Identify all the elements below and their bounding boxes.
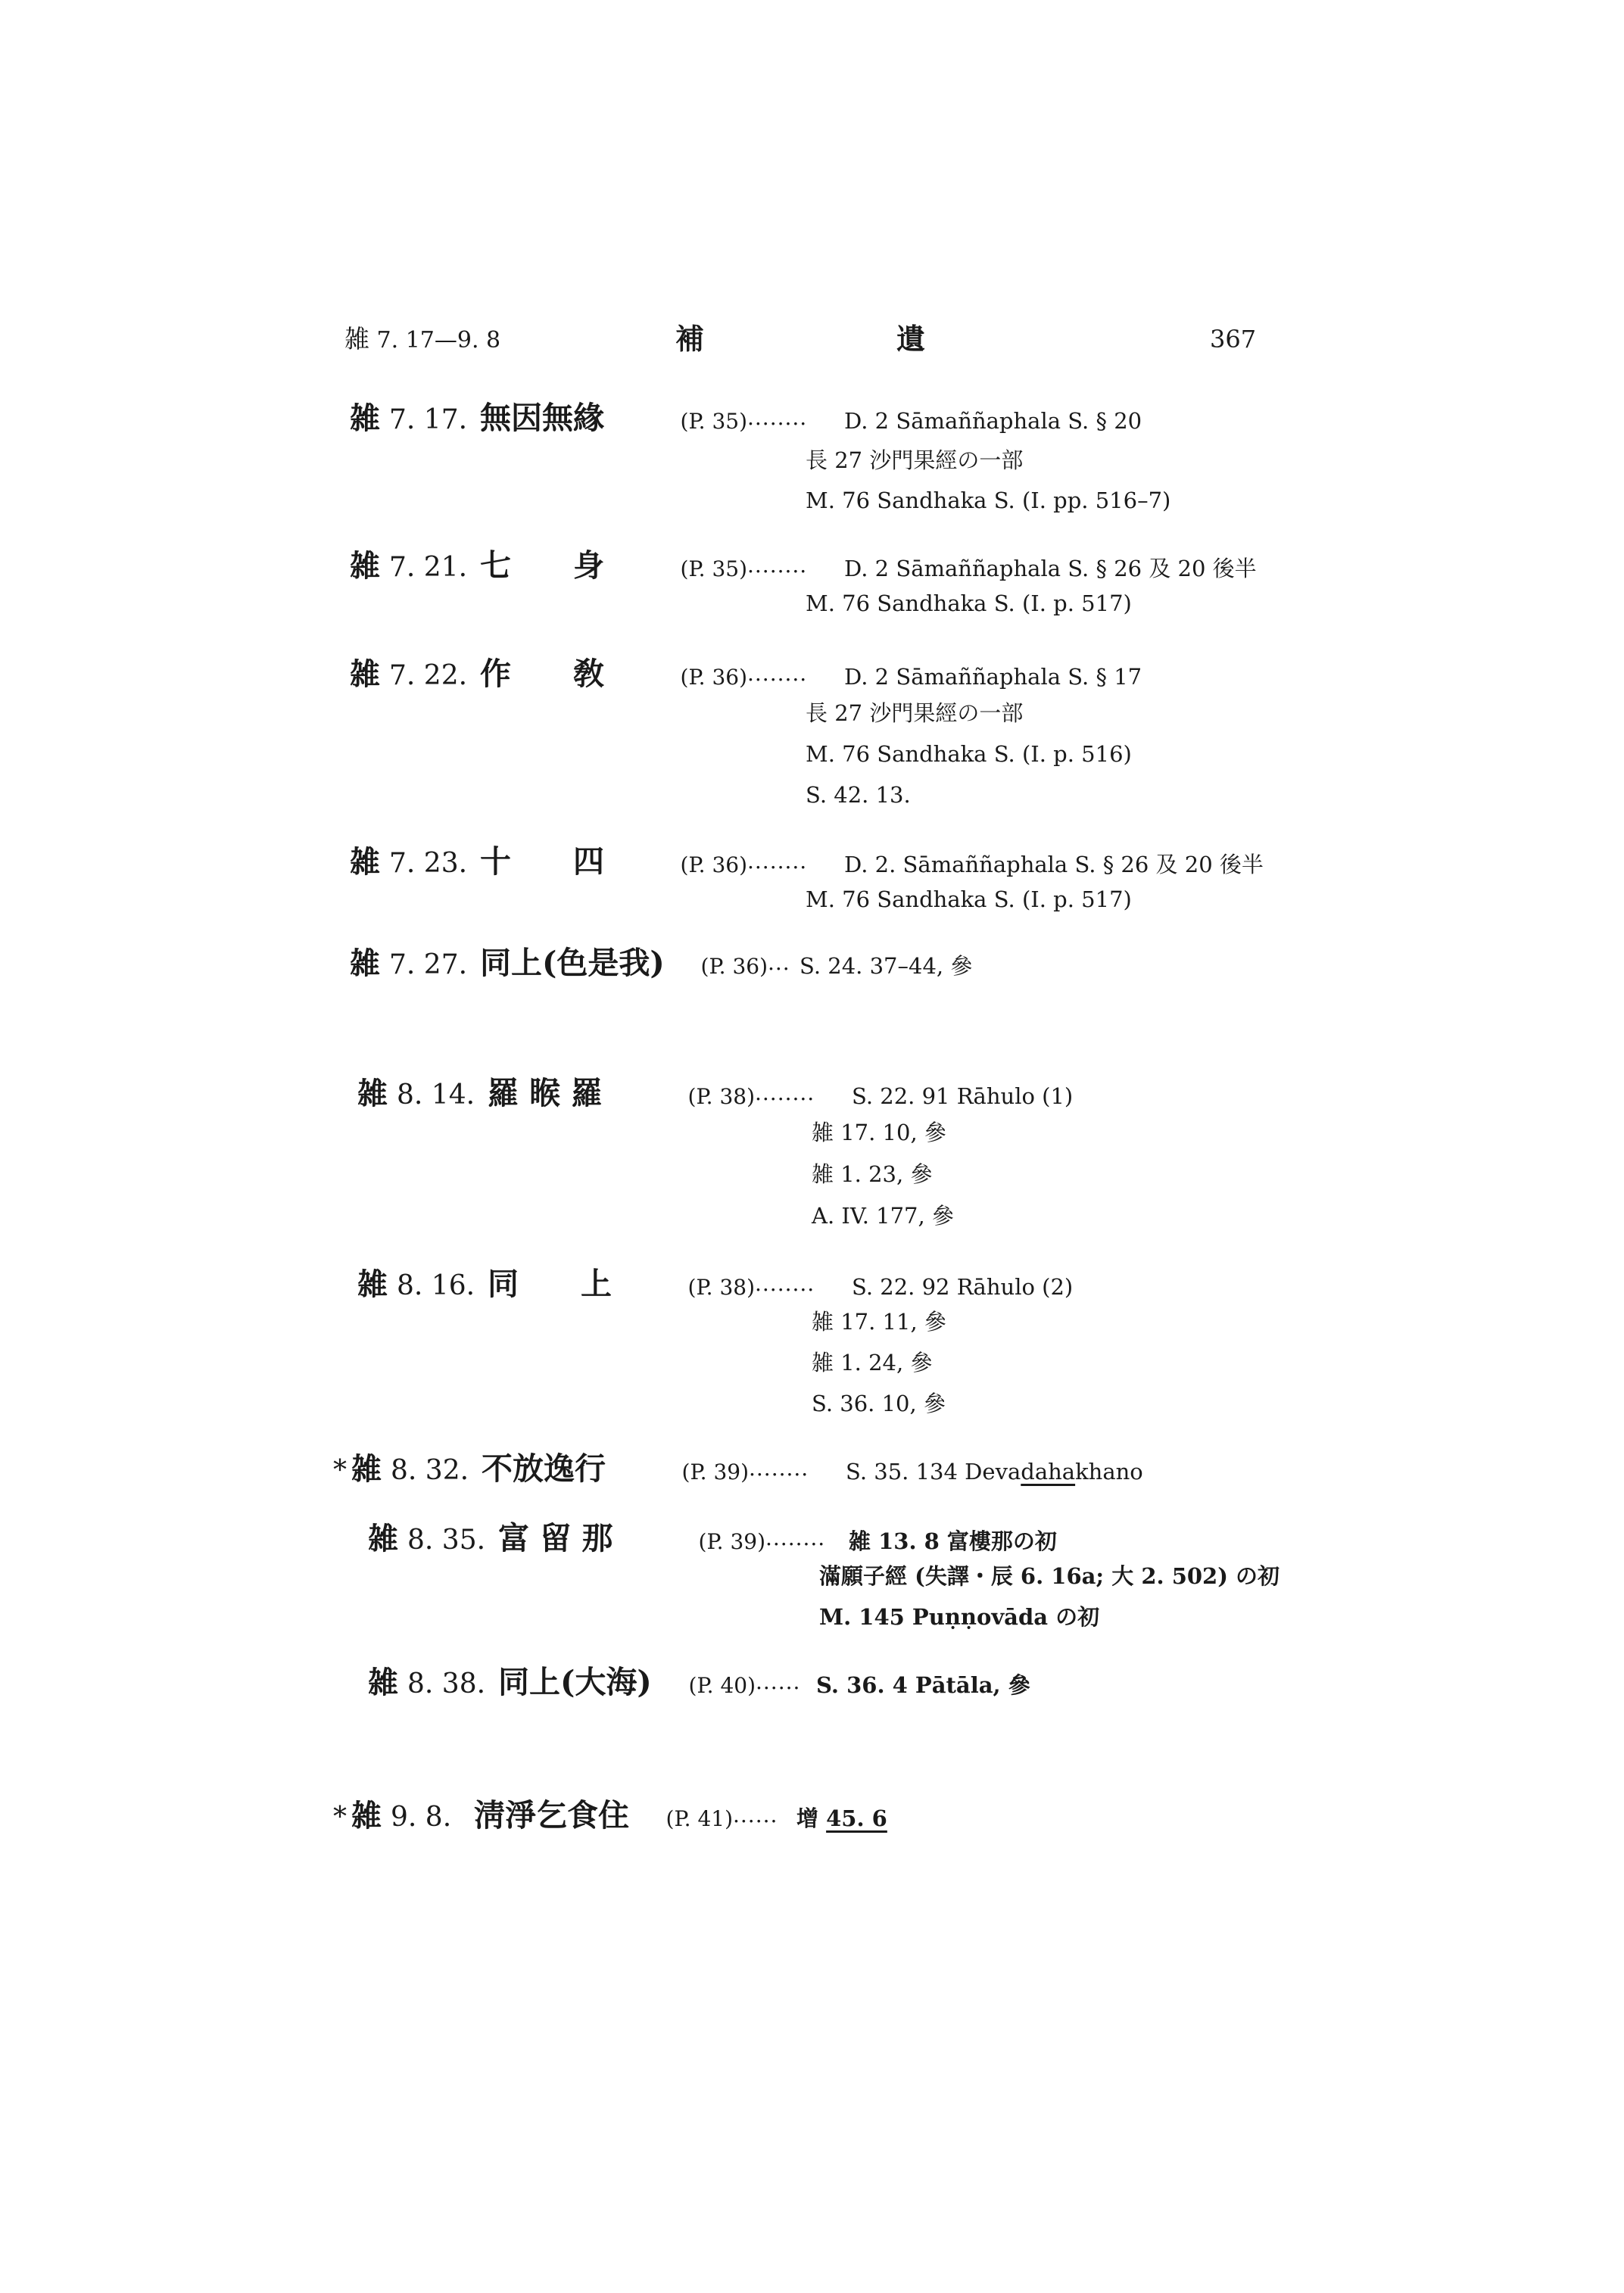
entry-number: 8. 16. (397, 1270, 475, 1301)
entry-page-ref: (P. 41) (665, 1806, 733, 1831)
entry-subref: 長 27 沙門果經の一部 (806, 700, 1024, 726)
entry-subref: 長 27 沙門果經の一部 (806, 447, 1024, 473)
entry-page-ref: (P. 36) (700, 954, 768, 979)
entry-source: 雑 (350, 400, 380, 436)
entry-number: 7. 17. (389, 404, 468, 435)
entry-page-ref: (P. 35) (680, 556, 747, 581)
entry-source: 雑 (350, 656, 380, 692)
entry-number: 7. 23. (389, 848, 468, 879)
entry-title: 淸淨乞食住 (474, 1797, 629, 1833)
entry-leader-dots: ...... (733, 1802, 778, 1827)
entry-leader-dots: ........ (749, 1456, 809, 1481)
entry-subref: M. 76 Sandhaka S. (I. p. 517) (806, 590, 1132, 616)
entry-subref: 雑 17. 11, 參 (812, 1309, 946, 1335)
ref-underlined-text: daha (1021, 1459, 1076, 1485)
entry-page-ref: (P. 36) (680, 665, 747, 690)
entry-subref: M. 76 Sandhaka S. (I. p. 517) (806, 886, 1132, 912)
entry-subref: S. 36. 10, 參 (812, 1391, 946, 1416)
entry-source: 雑 (350, 844, 380, 880)
entry-title: 不放逸行 (482, 1450, 606, 1487)
entry-subref: M. 76 Sandhaka S. (I. p. 516) (806, 741, 1132, 767)
entry-title: 同上(色是我) (480, 945, 665, 981)
entry-leader-dots: ........ (747, 849, 808, 874)
entry-source: 雑 (357, 1076, 388, 1111)
entry-leader-dots: ........ (765, 1525, 826, 1550)
entry-leader-dots: ........ (747, 405, 808, 430)
entry-subref: 雑 17. 10, 參 (812, 1120, 946, 1145)
entry-number: 8. 32. (391, 1455, 469, 1486)
page-number: 367 (1210, 325, 1257, 354)
entry-page-ref: (P. 39) (681, 1460, 749, 1485)
entry-page-ref: (P. 35) (680, 409, 747, 434)
entry-number: 9. 8. (391, 1802, 452, 1833)
header-range: 7. 17—9. 8 (376, 327, 501, 354)
entry-source: 雑 (357, 1266, 388, 1302)
running-header-left (344, 316, 500, 362)
entry-title: 作 敎 (480, 656, 604, 692)
entry-source: 雑 (350, 946, 380, 981)
entry-page-ref: (P. 38) (687, 1275, 755, 1300)
entry-source: 雑 (350, 548, 380, 584)
entry-parallel-ref: D. 2. Sāmaññaphala S. § 26 及 20 後半 (844, 852, 1264, 877)
entry-page-ref: (P. 40) (688, 1673, 756, 1698)
entry-source: 雑 (351, 1798, 382, 1833)
entry-page-ref: (P. 36) (680, 852, 747, 877)
entry-parallel-ref: S. 24. 37–44, 參 (800, 953, 973, 979)
entry-title: 羅 睺 羅 (488, 1075, 603, 1111)
entry-number: 7. 21. (389, 552, 468, 583)
entry-leader-dots: ........ (747, 661, 808, 686)
ref-text: S. 35. 134 Deva (846, 1459, 1021, 1485)
entry-page-ref: (P. 39) (698, 1529, 765, 1554)
entry-subref: 滿願子經 (失譯・辰 6. 16a; 大 2. 502) の初 (819, 1563, 1280, 1589)
entry-source: 雑 (351, 1451, 382, 1487)
entry-source: 雑 (368, 1521, 398, 1556)
entry-number: 8. 35. (407, 1525, 486, 1556)
entry-subref: A. IV. 177, 參 (812, 1203, 954, 1229)
entry-number: 8. 38. (407, 1668, 486, 1699)
entry-parallel-ref (846, 1459, 1143, 1485)
header-prefix: 雑 (344, 324, 369, 354)
entry-source: 雑 (368, 1665, 398, 1700)
ref-text: khano (1075, 1459, 1143, 1485)
entry-parallel-ref: S. 36. 4 Pātāla, 參 (816, 1672, 1030, 1698)
header-title-char-1: 補 (675, 322, 705, 356)
entry-leader-dots: ...... (756, 1669, 801, 1694)
entry-title: 富 留 那 (498, 1520, 613, 1556)
entry-parallel-ref: 雑 13. 8 富樓那の初 (849, 1528, 1057, 1554)
entry-number: 7. 22. (389, 660, 468, 691)
entry-subref: M. 76 Sandhaka S. (I. pp. 516–7) (806, 488, 1171, 513)
entry-leader-dots: ... (768, 950, 790, 975)
entry-subref: S. 42. 13. (806, 782, 911, 808)
entry-title: 十 四 (480, 843, 604, 880)
entry-subref: 雑 1. 23, 參 (812, 1161, 933, 1187)
entry-subref: M. 145 Puṇṇovāda の初 (819, 1604, 1100, 1630)
entry-parallel-ref: D. 2 Sāmaññaphala S. § 20 (844, 408, 1142, 434)
entry-page-ref: (P. 38) (687, 1084, 755, 1109)
entry-sigil: * (333, 1802, 347, 1833)
entry-parallel-ref: S. 22. 92 Rāhulo (2) (852, 1274, 1074, 1300)
header-title-char-2: 遺 (896, 322, 926, 356)
entry-number: 7. 27. (389, 949, 468, 980)
entry-leader-dots: ........ (755, 1080, 815, 1105)
entry-title: 無因無緣 (480, 400, 604, 436)
entry-leader-dots: ........ (755, 1271, 815, 1296)
entry-parallel-ref (796, 1805, 887, 1831)
ref-text: 增 (796, 1805, 827, 1831)
entry-title: 同 上 (488, 1266, 612, 1302)
entry-subref: 雑 1. 24, 參 (812, 1350, 933, 1375)
entry-leader-dots: ........ (747, 553, 808, 578)
entry-sigil: * (333, 1455, 347, 1486)
entry-title: 七 身 (480, 547, 604, 584)
entry-parallel-ref: D. 2 Sāmaññaphala S. § 26 及 20 後半 (844, 556, 1257, 581)
entry-parallel-ref: D. 2 Sāmaññaphala S. § 17 (844, 664, 1142, 690)
entry-parallel-ref: S. 22. 91 Rāhulo (1) (852, 1083, 1074, 1109)
ref-underlined-text: 45. 6 (826, 1805, 887, 1831)
entry-title: 同上(大海) (498, 1664, 652, 1700)
entry-number: 8. 14. (397, 1080, 475, 1111)
